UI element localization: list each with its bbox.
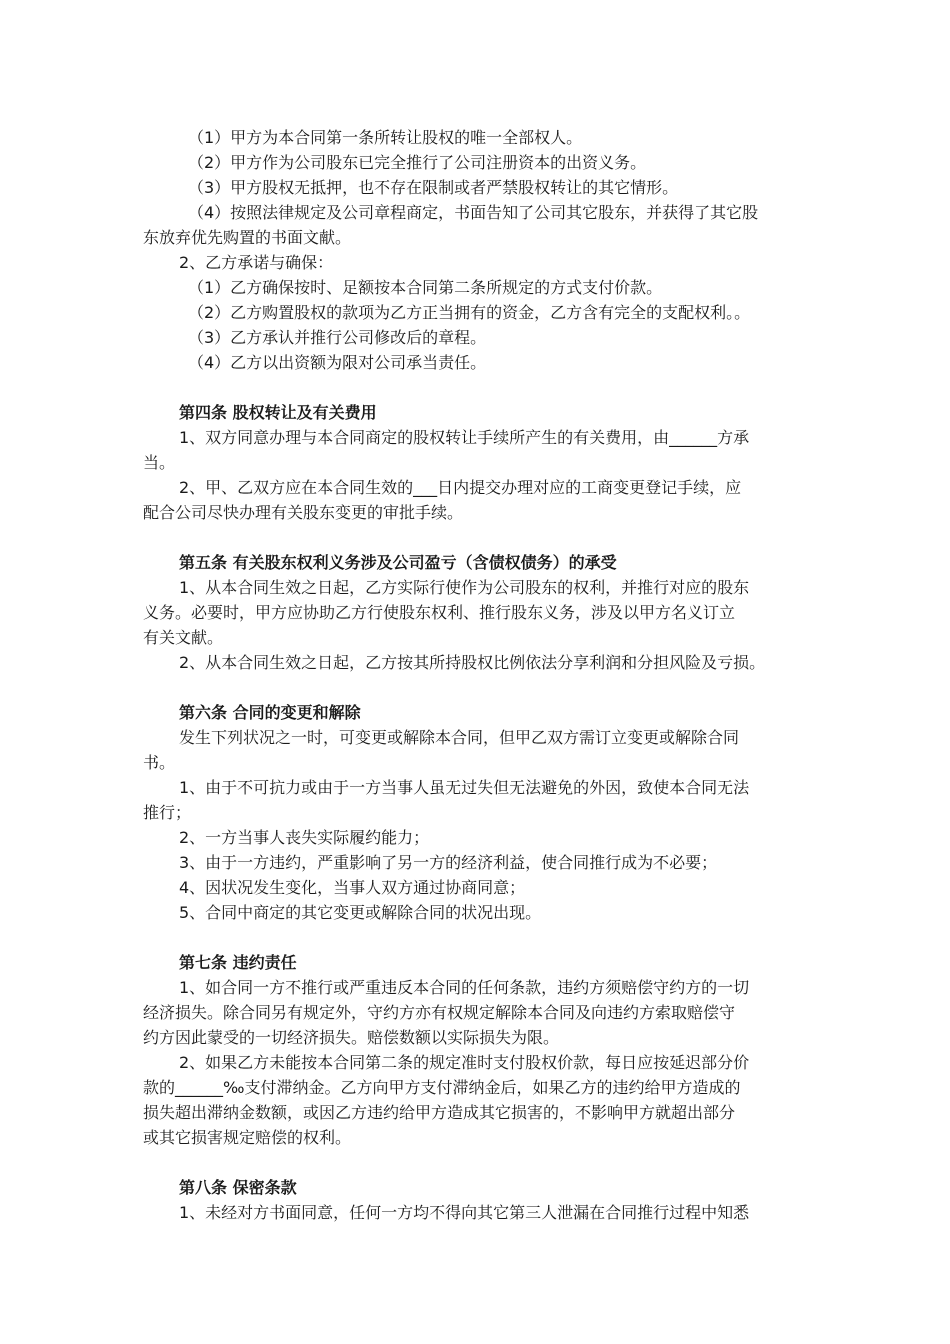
clause-line: 损失超出滞纳金数额，或因乙方违约给甲方造成其它损害的，不影响甲方就超出部分: [143, 1103, 736, 1122]
clause-line: （1）甲方为本合同第一条所转让股权的唯一全部权人。: [188, 128, 583, 147]
section-heading-article-7: 第七条 违约责任: [179, 953, 297, 972]
clause-line: 有关文献。: [143, 628, 224, 647]
clause-line: 1、双方同意办理与本合同商定的股权转让手续所产生的有关费用，由______方承: [179, 428, 750, 447]
clause-line: 1、由于不可抗力或由于一方当事人虽无过失但无法避免的外因，致使本合同无法: [179, 778, 750, 797]
clause-line: （1）乙方确保按时、足额按本合同第二条所规定的方式支付价款。: [188, 278, 663, 297]
clause-line: 1、未经对方书面同意，任何一方均不得向其它第三人泄漏在合同推行过程中知悉: [179, 1203, 750, 1222]
clause-line: 书。: [143, 753, 176, 772]
clause-line: 1、如合同一方不推行或严重违反本合同的任何条款，违约方须赔偿守约方的一切: [179, 978, 750, 997]
clause-line: （2）甲方作为公司股东已完全推行了公司注册资本的出资义务。: [188, 153, 647, 172]
clause-line: 2、一方当事人丧失实际履约能力；: [179, 828, 430, 847]
clause-line: （3）乙方承认并推行公司修改后的章程。: [188, 328, 487, 347]
clause-line: 约方因此蒙受的一切经济损失。赔偿数额以实际损失为限。: [143, 1028, 560, 1047]
clause-line: （4）按照法律规定及公司章程商定，书面告知了公司其它股东，并获得了其它股: [188, 203, 759, 222]
clause-line: 2、从本合同生效之日起，乙方按其所持股权比例依法分享利润和分担风险及亏损。: [179, 653, 766, 672]
clause-line: （4）乙方以出资额为限对公司承当责任。: [188, 353, 487, 372]
clause-line: 配合公司尽快办理有关股东变更的审批手续。: [143, 503, 464, 522]
clause-line: 2、乙方承诺与确保：: [179, 253, 334, 272]
section-heading-article-6: 第六条 合同的变更和解除: [179, 703, 361, 722]
clause-line: 当。: [143, 453, 176, 472]
clause-line: 2、甲、乙双方应在本合同生效的___日内提交办理对应的工商变更登记手续，应: [179, 478, 742, 497]
clause-line: 1、从本合同生效之日起，乙方实际行使作为公司股东的权利，并推行对应的股东: [179, 578, 750, 597]
section-heading-article-5: 第五条 有关股东权利义务涉及公司盈亏（含债权债务）的承受: [179, 553, 617, 572]
section-heading-article-8: 第八条 保密条款: [179, 1178, 297, 1197]
clause-line: 2、如果乙方未能按本合同第二条的规定准时支付股权价款，每日应按延迟部分价: [179, 1053, 750, 1072]
clause-line: 义务。必要时，甲方应协助乙方行使股东权利、推行股东义务，涉及以甲方名义订立: [143, 603, 736, 622]
clause-line: 款的______‰支付滞纳金。乙方向甲方支付滞纳金后，如果乙方的违约给甲方造成的: [143, 1078, 741, 1097]
clause-line: （3）甲方股权无抵押，也不存在限制或者严禁股权转让的其它情形。: [188, 178, 679, 197]
clause-line: 或其它损害规定赔偿的权利。: [143, 1128, 352, 1147]
clause-line: 东放弃优先购置的书面文献。: [143, 228, 352, 247]
clause-line: 经济损失。除合同另有规定外，守约方亦有权规定解除本合同及向违约方索取赔偿守: [143, 1003, 736, 1022]
section-heading-article-4: 第四条 股权转让及有关费用: [179, 403, 377, 422]
clause-line: 5、合同中商定的其它变更或解除合同的状况出现。: [179, 903, 542, 922]
clause-line: 4、因状况发生变化，当事人双方通过协商同意；: [179, 878, 526, 897]
clause-line: 推行；: [143, 803, 192, 822]
clause-line: （2）乙方购置股权的款项为乙方正当拥有的资金，乙方含有完全的支配权利。。: [188, 303, 751, 322]
clause-line: 发生下列状况之一时，可变更或解除本合同，但甲乙双方需订立变更或解除合同: [179, 728, 740, 747]
clause-line: 3、由于一方违约，严重影响了另一方的经济利益，使合同推行成为不必要；: [179, 853, 718, 872]
